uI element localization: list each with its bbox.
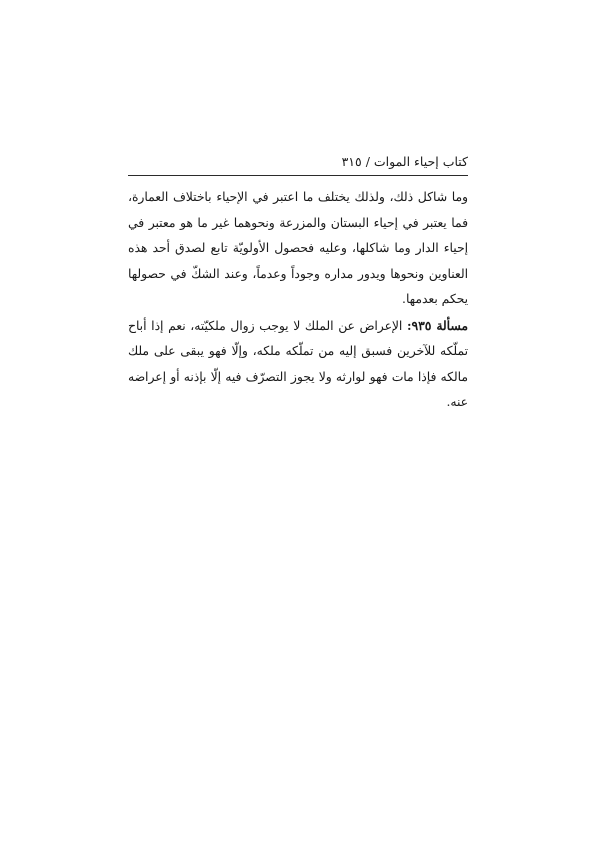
paragraph-continuation: وما شاكل ذلك، ولذلك يختلف ما اعتبر في الإحياء باختلاف العمارة، فما يعتبر في إحياء البستان والمزرعة ونحوهما غير ما هو معتبر في إحياء الدار وما شاكلها، وعليه فحصول الأولويّة تابع لصدق أحد هذه العناوين ونحوها ويدور مداره وجوداً وعدماً، وعند الشكّ في حصولها يحكم بعدمها. (128, 190, 468, 306)
running-head: كتاب إحياء الموات / ٣١٥ (341, 154, 468, 169)
paragraph-issue-935 (128, 313, 468, 416)
body-text (128, 185, 468, 416)
issue-number-label: مسألة ٩٣٥: (406, 317, 468, 333)
header-rule (128, 175, 468, 176)
issue-text: الإعراض عن الملك لا يوجب زوال ملكيّته، نعم إذا أباح تملّكه للآخرين فسبق إليه من تملّكه ملكه، وإلّا فهو يبقى على ملك مالكه فإذا مات فهو لوارثه ولا يجوز التصرّف فيه إلّا بإذنه أو إعراضه عنه. (128, 318, 468, 409)
